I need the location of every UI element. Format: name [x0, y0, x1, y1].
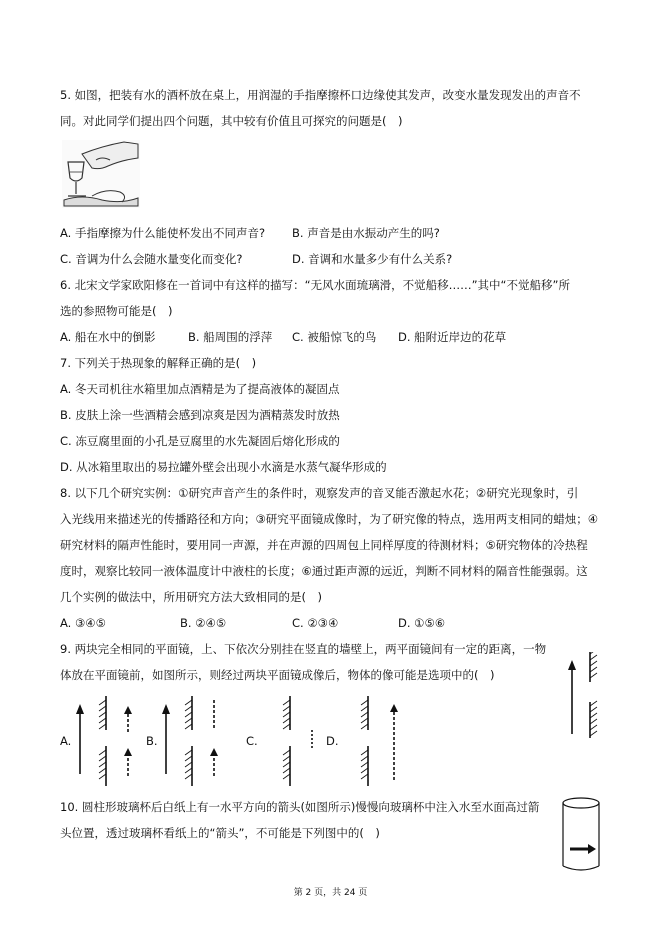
q8-option-d: D. ①⑤⑥	[398, 616, 446, 630]
q7-option-b: B. 皮肤上涂一些酒精会感到凉爽是因为酒精蒸发时放热	[60, 408, 340, 422]
q9-option-a-label: A.	[60, 734, 72, 748]
q7-option-c: C. 冻豆腐里面的小孔是豆腐里的水先凝固后熔化形成的	[60, 434, 340, 448]
q7-option-d: D. 从冰箱里取出的易拉罐外壁会出现小水滴是水蒸气凝华形成的	[60, 460, 387, 474]
q5-stem-line1: 5. 如图，把装有水的酒杯放在桌上，用润湿的手指摩擦杯口边缘使其发声，改变水量发现发出的声音不	[60, 88, 581, 102]
q8-stem-line2: 入光线用来描述光的传播路径和方向；③研究平面镜成像时，为了研究像的特点，选用两支相同的蜡烛；④	[60, 512, 599, 526]
q10-stem-line1: 10. 圆柱形玻璃杯后白纸上有一水平方向的箭头(如图所示)慢慢向玻璃杯中注入水至水面高过箭	[60, 800, 540, 814]
q6-stem-line1: 6. 北宋文学家欧阳修在一首词中有这样的描写：“无风水面琉璃滑，不觉船移……”其中“不觉船移”所	[60, 278, 570, 292]
q6-option-c: C. 被船惊飞的鸟	[292, 330, 377, 344]
glass-cylinder-figure	[558, 796, 604, 874]
q5-option-b: B. 声音是由水振动产生的吗?	[292, 226, 440, 240]
q6-option-a: A. 船在水中的倒影	[60, 330, 156, 344]
q7-stem: 7. 下列关于热现象的解释正确的是( )	[60, 356, 257, 370]
q8-stem-line5: 几个实例的做法中，所用研究方法大致相同的是( )	[60, 590, 322, 604]
q5-option-a: A. 手指摩擦为什么能使杯发出不同声音?	[60, 226, 266, 240]
q9-option-a-figure	[72, 690, 142, 788]
q9-option-c-figure	[262, 690, 322, 788]
q8-option-a: A. ③④⑤	[60, 616, 106, 630]
q7-option-a: A. 冬天司机往水箱里加点酒精是为了提高液体的凝固点	[60, 382, 340, 396]
q5-option-c: C. 音调为什么会随水量变化而变化?	[60, 252, 243, 266]
q9-original-figure	[560, 652, 604, 744]
q9-option-b-figure	[158, 690, 228, 788]
q9-option-b-label: B.	[146, 734, 158, 748]
q9-option-d-label: D.	[326, 734, 339, 748]
page-footer: 第 2 页，共 24 页	[293, 888, 368, 898]
q9-option-c-label: C.	[246, 734, 258, 748]
wine-glass-figure	[62, 140, 140, 208]
q10-stem-line2: 头位置，透过玻璃杯看纸上的“箭头”，不可能是下列图中的( )	[60, 826, 380, 840]
q8-stem-line4: 度时，观察比较同一液体温度计中液柱的长度；⑥通过距声源的远近，判断不同材料的隔音性能强弱。这	[60, 564, 588, 578]
q5-option-d: D. 音调和水量多少有什么关系?	[292, 252, 453, 266]
q6-option-d: D. 船附近岸边的花草	[398, 330, 507, 344]
q9-stem-line1: 9. 两块完全相同的平面镜，上、下依次分别挂在竖直的墙壁上，两平面镜间有一定的距离，一物	[60, 642, 547, 656]
q6-option-b: B. 船周围的浮萍	[188, 330, 273, 344]
q8-option-c: C. ②③④	[292, 616, 339, 630]
q8-option-b: B. ②④⑤	[180, 616, 227, 630]
q6-stem-line2: 选的参照物可能是( )	[60, 304, 173, 318]
q8-stem-line1: 8. 以下几个研究实例：①研究声音产生的条件时，观察发声的音叉能否激起水花；②研究光现象时，引	[60, 486, 579, 500]
q9-option-d-figure	[340, 690, 410, 788]
q8-stem-line3: 研究材料的隔声性能时，要用同一声源，并在声源的四周包上同样厚度的待测材料；⑤研究物体的冷热程	[60, 538, 588, 552]
q5-stem-line2: 同。对此同学们提出四个问题，其中较有价值且可探究的问题是( )	[60, 114, 403, 128]
q9-stem-line2: 体放在平面镜前，如图所示，则经过两块平面镜成像后，物体的像可能是选项中的( )	[60, 668, 495, 682]
